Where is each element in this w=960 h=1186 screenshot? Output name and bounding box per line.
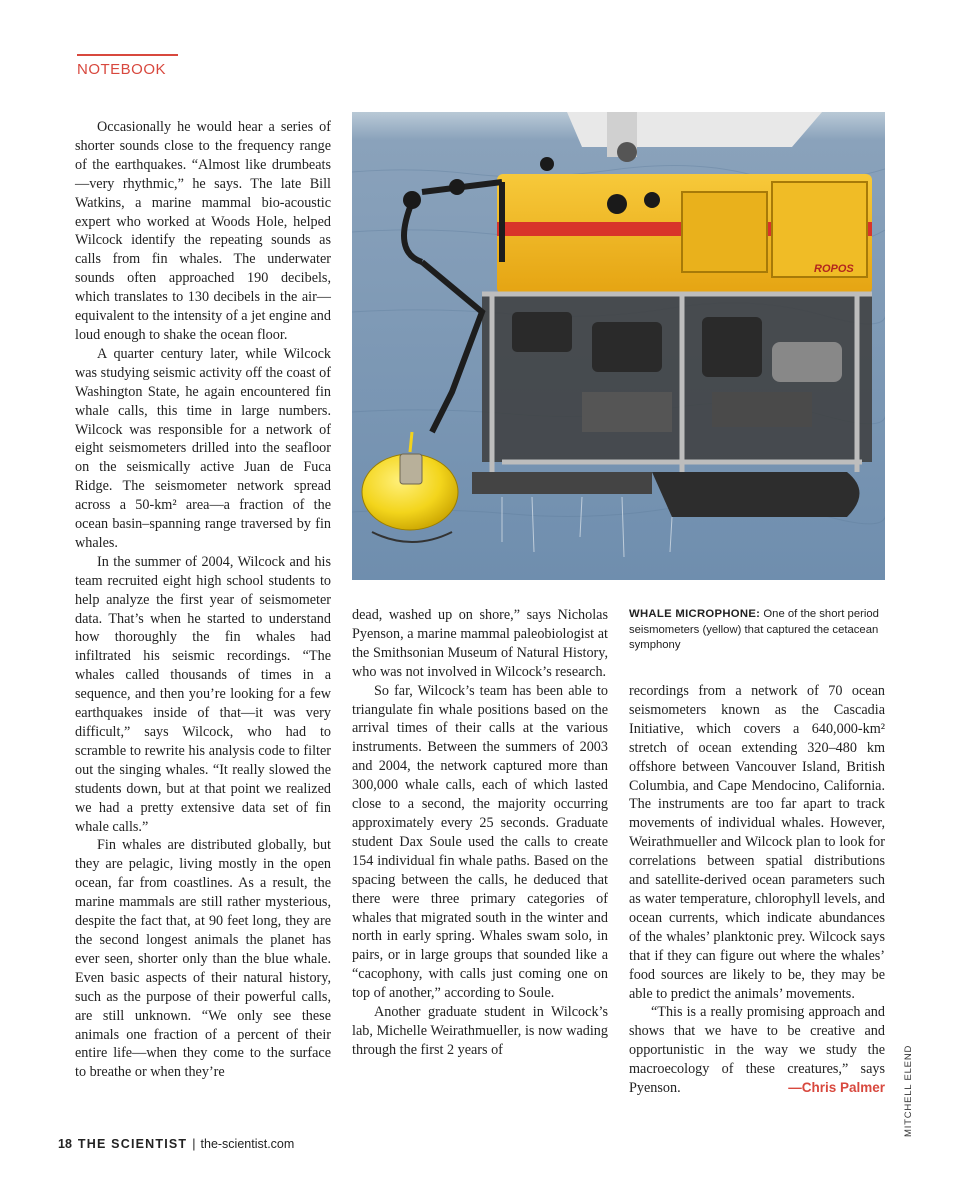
- paragraph: dead, washed up on shore,” says Nicholas Pyenson, a marine mammal paleobiologist at the Smithsonian Museum of Natural History, who was not involved in Wilcock’s research.: [352, 607, 608, 680]
- article-column-1: [75, 118, 331, 1082]
- magazine-name: THE SCIENTIST: [77, 1137, 188, 1151]
- footer-separator: |: [192, 1137, 196, 1151]
- caption-body: One of the short period seismometers (yellow) that captured the cetacean symphony: [629, 608, 879, 651]
- paragraph: So far, Wilcock’s team has been able to triangulate fin whale positions based on the arrival times of their calls at the various instruments. Between the summers of 2003 and 2004, the network captured more than 300,000 whale calls, each of which lasted close to a second, the majority occurring approximately every 25 seconds. Graduate student Dax Soule used the calls to create 154 individual fin whale paths. Based on the spacing between the calls, he deduced that there were three primary categories of whales that migrated south in the winter and north in early spring. Whales swam solo, in pairs, or in large groups that sounded like a “cacophony, with calls just coming one on top of another,” according to Soule.: [352, 682, 608, 1002]
- paragraph: Occasionally he would hear a series of shorter sounds close to the frequency range of the earthquakes. “Almost like drumbeats—very rhythmic,” he says. The late Bill Watkins, a marine mammal bio-acoustic expert who worked at Woods Hole, helped Wilcock identify the repeating sounds as calls from fin whales. The underwater sounds often approached 190 decibels, which translates to 130 decibels in the air—equivalent to the intensity of a jet engine and loud enough to shake the ocean floor.: [75, 119, 331, 343]
- article-column-3: [629, 682, 885, 1098]
- author-byline: —Chris Palmer: [788, 1080, 885, 1096]
- paragraph: recordings from a network of 70 ocean seismometers known as the Cascadia Initiative, which covers a 640,000-km² stretch of ocean extending 320–480 km offshore between Vancouver Island, British Columbia, and Cape Mendocino, California. The instruments are too far apart to track movements of individual whales. However, Weirathmueller and Wilcock plan to look for correlations between spatial distributions and satellite-derived ocean parameters such as water temperature, chlorophyll levels, and ocean currents, which indicate abundances of the whales’ planktonic prey. Wilcock says that if they can figure out where the whales’ food sources are likely to be, they may be able to predict the animals’ movements.: [629, 683, 885, 1002]
- photo-caption: [629, 607, 887, 654]
- paragraph: A quarter century later, while Wilcock was studying seismic activity off the coast of Washington State, he again encountered fin whale calls, this time in large numbers. Wilcock was responsible for a network of eight seismometers drilled into the seafloor on the seismically active Juan de Fuca Ridge. The seismometer network spread across a 50-km² area—a fraction of the ocean basin–spanning range traversed by fin whales.: [75, 345, 331, 551]
- rov-photo: [352, 112, 885, 580]
- section-label: NOTEBOOK: [77, 61, 167, 78]
- section-rule: [77, 54, 178, 56]
- magazine-url: the-scientist.com: [200, 1137, 295, 1151]
- page-number: 18: [58, 1137, 72, 1151]
- paragraph: In the summer of 2004, Wilcock and his team recruited eight high school students to help analyze the first year of seismometer data. That’s when he started to understand how thoroughly the fin whales had infiltrated his seismic recordings. “The whales called thousands of times in a sequence, and then you’re looking for a few earthquakes inside of that—it was very difficult,” says Wilcock, who had to scramble to rewrite his analysis code to filter out the singing whales. “It really slowed the students down, but at that point we realized we had a pretty extensive data set of fin whale calls.”: [75, 553, 331, 835]
- rov-illustration: [352, 112, 885, 580]
- paragraph: Another graduate student in Wilcock’s lab, Michelle Weirathmueller, is now wading through the first 2 years of: [352, 1004, 608, 1058]
- page-footer: [58, 1137, 294, 1151]
- caption-head: WHALE MICROPHONE:: [629, 608, 761, 620]
- vehicle-name: ROPOS: [814, 263, 854, 275]
- photo-credit: MITCHELL ELEND: [903, 1044, 914, 1137]
- article-column-2: [352, 606, 608, 1060]
- paragraph-final: [629, 1003, 885, 1098]
- paragraph: Fin whales are distributed globally, but they are pelagic, living mostly in the open ocean, far from coastlines. As a result, the marine mammals are still rather mysterious, despite the fact that, at 90 feet long, they are the second longest animals the planet has ever seen, shorter only than the blue whale. Even basic aspects of their natural history, such as the purpose of their powerful calls, are still unknown. “We only see these animals one fraction of a percent of their entire life—when they come to the surface to breathe or when they’re: [75, 837, 331, 1081]
- paragraph-text: “This is a really promising approach and shows that we have to be creative and opportunistic in the way we study the macroecology of these creatures,” says Pyenson.: [629, 1004, 885, 1097]
